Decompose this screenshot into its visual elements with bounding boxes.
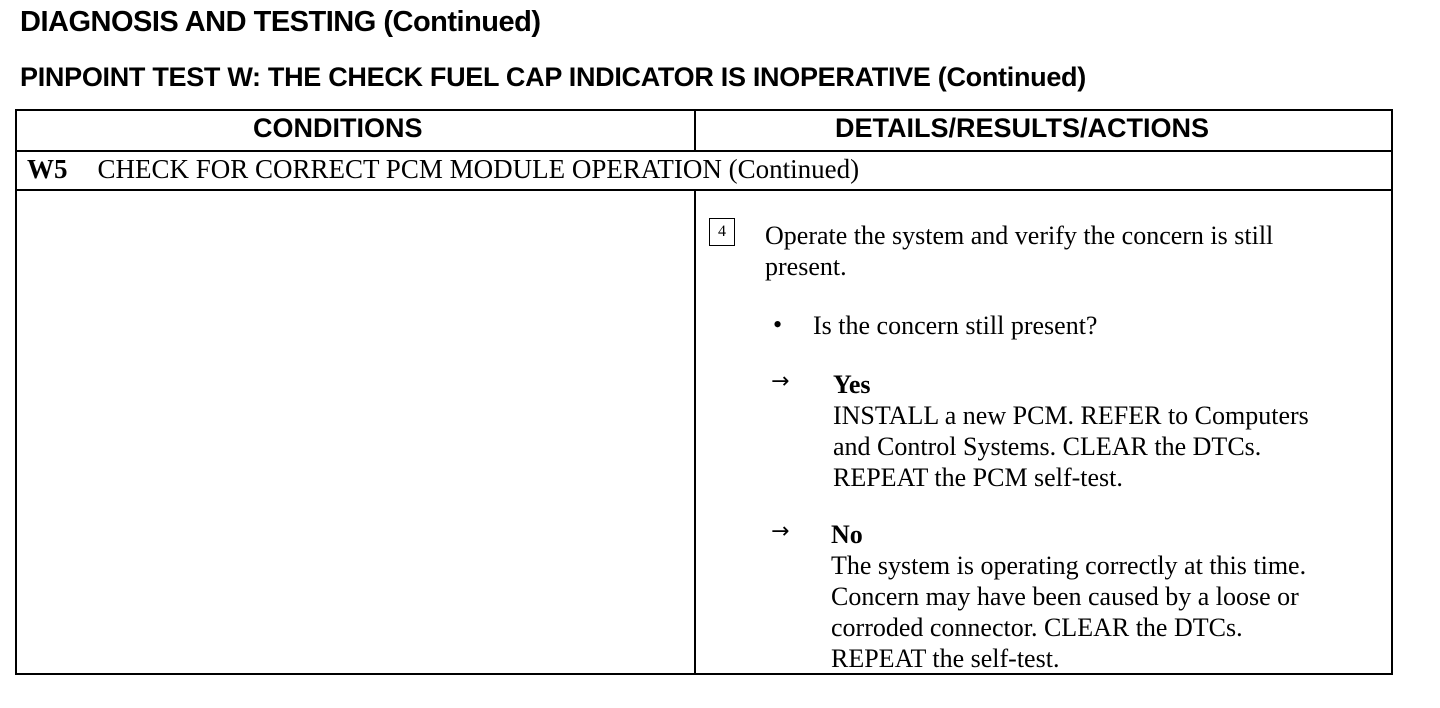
- yes-action-line: REPEAT the PCM self-test.: [833, 463, 1123, 492]
- instruction-line: Operate the system and verify the concern is still: [765, 221, 1274, 250]
- page-title: DIAGNOSIS AND TESTING (Continued): [20, 6, 541, 38]
- no-result-block: [831, 519, 1306, 674]
- yes-action-line: INSTALL a new PCM. REFER to Computers: [833, 401, 1309, 430]
- conditions-header: CONDITIONS: [253, 113, 423, 143]
- no-action-line: REPEAT the self-test.: [831, 644, 1060, 673]
- column-divider: [694, 191, 696, 673]
- yes-action-line: and Control Systems. CLEAR the DTCs.: [833, 432, 1262, 461]
- yes-label: Yes: [833, 370, 871, 399]
- step-id: W5: [27, 154, 68, 184]
- no-action-line: The system is operating correctly at this time.: [831, 551, 1307, 580]
- details-header: DETAILS/RESULTS/ACTIONS: [835, 113, 1210, 143]
- instruction-line: present.: [765, 252, 847, 281]
- row-divider: [17, 189, 1391, 191]
- question-text: Is the concern still present?: [813, 311, 1098, 340]
- substep-number-box: 4: [709, 218, 735, 246]
- row-divider: [17, 150, 1391, 152]
- no-label: No: [831, 520, 863, 549]
- step-title: CHECK FOR CORRECT PCM MODULE OPERATION (Continued): [97, 154, 860, 184]
- no-action-line: corroded connector. CLEAR the DTCs.: [831, 613, 1243, 642]
- test-title: PINPOINT TEST W: THE CHECK FUEL CAP INDICATOR IS INOPERATIVE (Continued): [20, 62, 1086, 92]
- step-header-row: [27, 154, 859, 185]
- instruction-text: [765, 220, 1273, 282]
- bullet-icon: •: [773, 310, 783, 339]
- column-divider: [694, 111, 696, 150]
- yes-result-block: [833, 369, 1309, 493]
- pinpoint-test-table: [15, 109, 1393, 675]
- no-action-line: Concern may have been caused by a loose or: [831, 582, 1299, 611]
- right-arrow-icon: →: [771, 369, 790, 394]
- right-arrow-icon: →: [771, 519, 790, 544]
